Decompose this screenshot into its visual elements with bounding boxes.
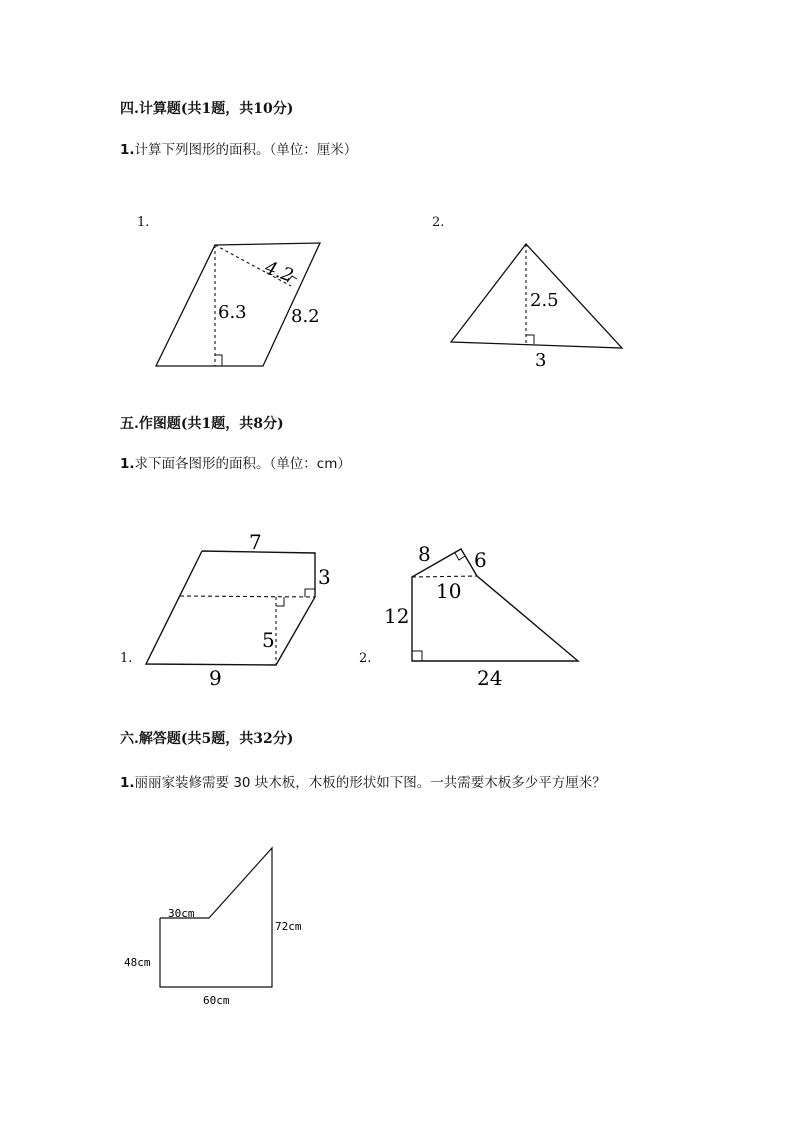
label-30cm: 30cm bbox=[168, 907, 195, 920]
label-6: 6 bbox=[474, 548, 487, 572]
label-4-2: 4.2 bbox=[262, 257, 297, 287]
label-3: 3 bbox=[535, 350, 547, 371]
question-number: 1. bbox=[120, 456, 135, 472]
label-6-3: 6.3 bbox=[218, 302, 247, 323]
label-12: 12 bbox=[384, 604, 410, 628]
section-6-heading: 六.解答题(共5题，共32分) bbox=[120, 731, 294, 747]
question-number: 1. bbox=[120, 775, 135, 791]
label-2-5: 2.5 bbox=[530, 290, 559, 311]
figure-number: 2. bbox=[359, 651, 372, 666]
label-60cm: 60cm bbox=[203, 994, 230, 1007]
label-8-2: 8.2 bbox=[291, 306, 320, 327]
figure-number: 1. bbox=[137, 215, 150, 230]
question-text: 求下面各图形的面积。（单位：cm） bbox=[134, 456, 351, 472]
question-text: 丽丽家装修需要 30 块木板，木板的形状如下图。一共需要木板多少平方厘米？ bbox=[134, 775, 606, 791]
label-5: 5 bbox=[262, 628, 275, 652]
label-24: 24 bbox=[477, 666, 503, 690]
figure-number: 1. bbox=[120, 651, 133, 666]
label-9: 9 bbox=[209, 666, 222, 690]
section-5-heading: 五.作图题(共1题，共8分) bbox=[120, 416, 284, 432]
question-number: 1. bbox=[120, 142, 135, 158]
question-text: 计算下列图形的面积。（单位：厘米） bbox=[134, 142, 358, 158]
section-4-heading: 四.计算题(共1题，共10分) bbox=[120, 101, 294, 117]
label-72cm: 72cm bbox=[275, 920, 302, 933]
figure-number: 2. bbox=[432, 215, 445, 230]
label-3: 3 bbox=[318, 565, 331, 589]
label-8: 8 bbox=[418, 542, 431, 566]
label-10: 10 bbox=[436, 579, 462, 603]
label-48cm: 48cm bbox=[124, 956, 151, 969]
label-7: 7 bbox=[249, 530, 262, 554]
